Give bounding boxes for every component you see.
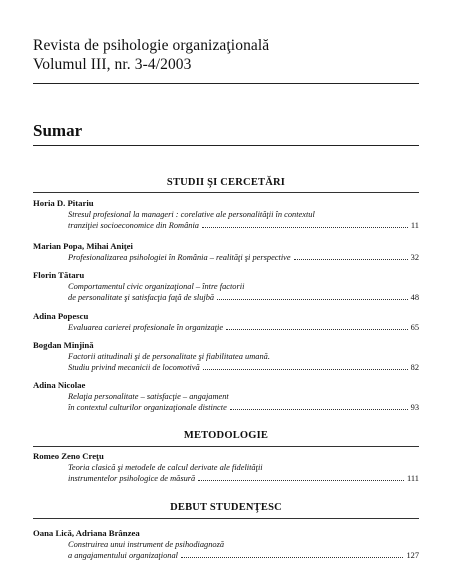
dot-leader — [217, 293, 408, 300]
toc-entry[interactable] — [33, 270, 419, 303]
section-divider — [33, 518, 419, 519]
entry-page-number: 48 — [410, 293, 419, 302]
dot-leader — [226, 323, 408, 330]
entry-author: Oana Lică, Adriana Brânzea — [33, 528, 140, 538]
entry-page-number: 65 — [410, 323, 419, 332]
dot-leader — [181, 551, 403, 558]
entry-author: Bogdan Minjină — [33, 340, 94, 350]
entry-page-number: 11 — [410, 221, 419, 230]
entry-title-line: Construirea unui instrument de psihodiagnoză — [68, 540, 225, 549]
dot-leader — [203, 363, 408, 370]
journal-header — [33, 36, 269, 74]
toc-entry[interactable] — [33, 311, 419, 333]
section-title-debut: DEBUT STUDENŢESC — [170, 502, 282, 513]
entry-title-line: Teoria clasică şi metodele de calcul derivate ale fidelităţii — [68, 463, 263, 472]
entry-author: Romeo Zeno Creţu — [33, 451, 104, 461]
section-title-studii: STUDII ŞI CERCETĂRI — [166, 177, 286, 188]
toc-entry[interactable] — [33, 241, 419, 263]
entry-title-line: Evaluarea carierei profesionale în organizaţie — [68, 323, 224, 332]
toc-entry[interactable] — [33, 451, 419, 484]
journal-title: Revista de psihologie organizaţională — [33, 37, 270, 54]
entry-title-line: Factorii atitudinali şi de personalitate şi fiabilitatea umană. — [68, 352, 270, 361]
page-title: Sumar — [33, 121, 83, 140]
entry-author: Adina Popescu — [33, 311, 89, 321]
journal-volume: Volumul III, nr. 3-4/2003 — [33, 56, 192, 73]
entry-author: Marian Popa, Mihai Aniţei — [33, 241, 133, 251]
entry-page-number: 127 — [406, 551, 419, 560]
entry-page-number: 82 — [410, 363, 419, 372]
entry-author: Horia D. Pitariu — [33, 198, 94, 208]
dot-leader — [294, 253, 408, 260]
toc-entry[interactable] — [33, 380, 419, 413]
toc-entry[interactable] — [33, 340, 419, 373]
entry-title-line: Comportamentul civic organizaţional – între factorii — [68, 282, 245, 291]
entry-title-line: tranziţiei socioeconomice din România — [68, 221, 199, 230]
title-divider — [33, 145, 419, 146]
dot-leader — [230, 403, 408, 410]
toc-entry[interactable] — [33, 528, 419, 561]
section-divider — [33, 446, 419, 447]
entry-page-number: 93 — [410, 403, 419, 412]
entry-page-number: 32 — [410, 253, 419, 262]
entry-title-line: în contextul culturilor organizaţionale distincte — [68, 403, 227, 412]
entry-title-line: Studiu privind mecanicii de locomotivă — [68, 363, 200, 372]
section-divider — [33, 192, 419, 193]
dot-leader — [198, 474, 404, 481]
entry-title-line: Profesionalizarea psihologiei în România – realităţi şi perspective — [68, 253, 291, 262]
entry-author: Adina Nicolae — [33, 380, 86, 390]
entry-title-line: instrumentelor psihologice de măsură — [68, 474, 196, 483]
dot-leader — [202, 221, 408, 228]
header-divider — [33, 83, 419, 84]
entry-title-line: a angajamentului organizaţional — [68, 551, 178, 560]
entry-author: Florin Tătaru — [33, 270, 85, 280]
section-title-metodologie: METODOLOGIE — [183, 430, 269, 441]
toc-entry[interactable] — [33, 198, 419, 231]
entry-title-line: Relaţia personalitate – satisfacţie – angajament — [68, 392, 229, 401]
entry-title-line: Stresul profesional la manageri : corelative ale personalităţii în contextul — [68, 210, 315, 219]
entry-title-line: de personalitate şi satisfacţia faţă de slujbă — [68, 293, 215, 302]
entry-page-number: 111 — [407, 474, 419, 483]
